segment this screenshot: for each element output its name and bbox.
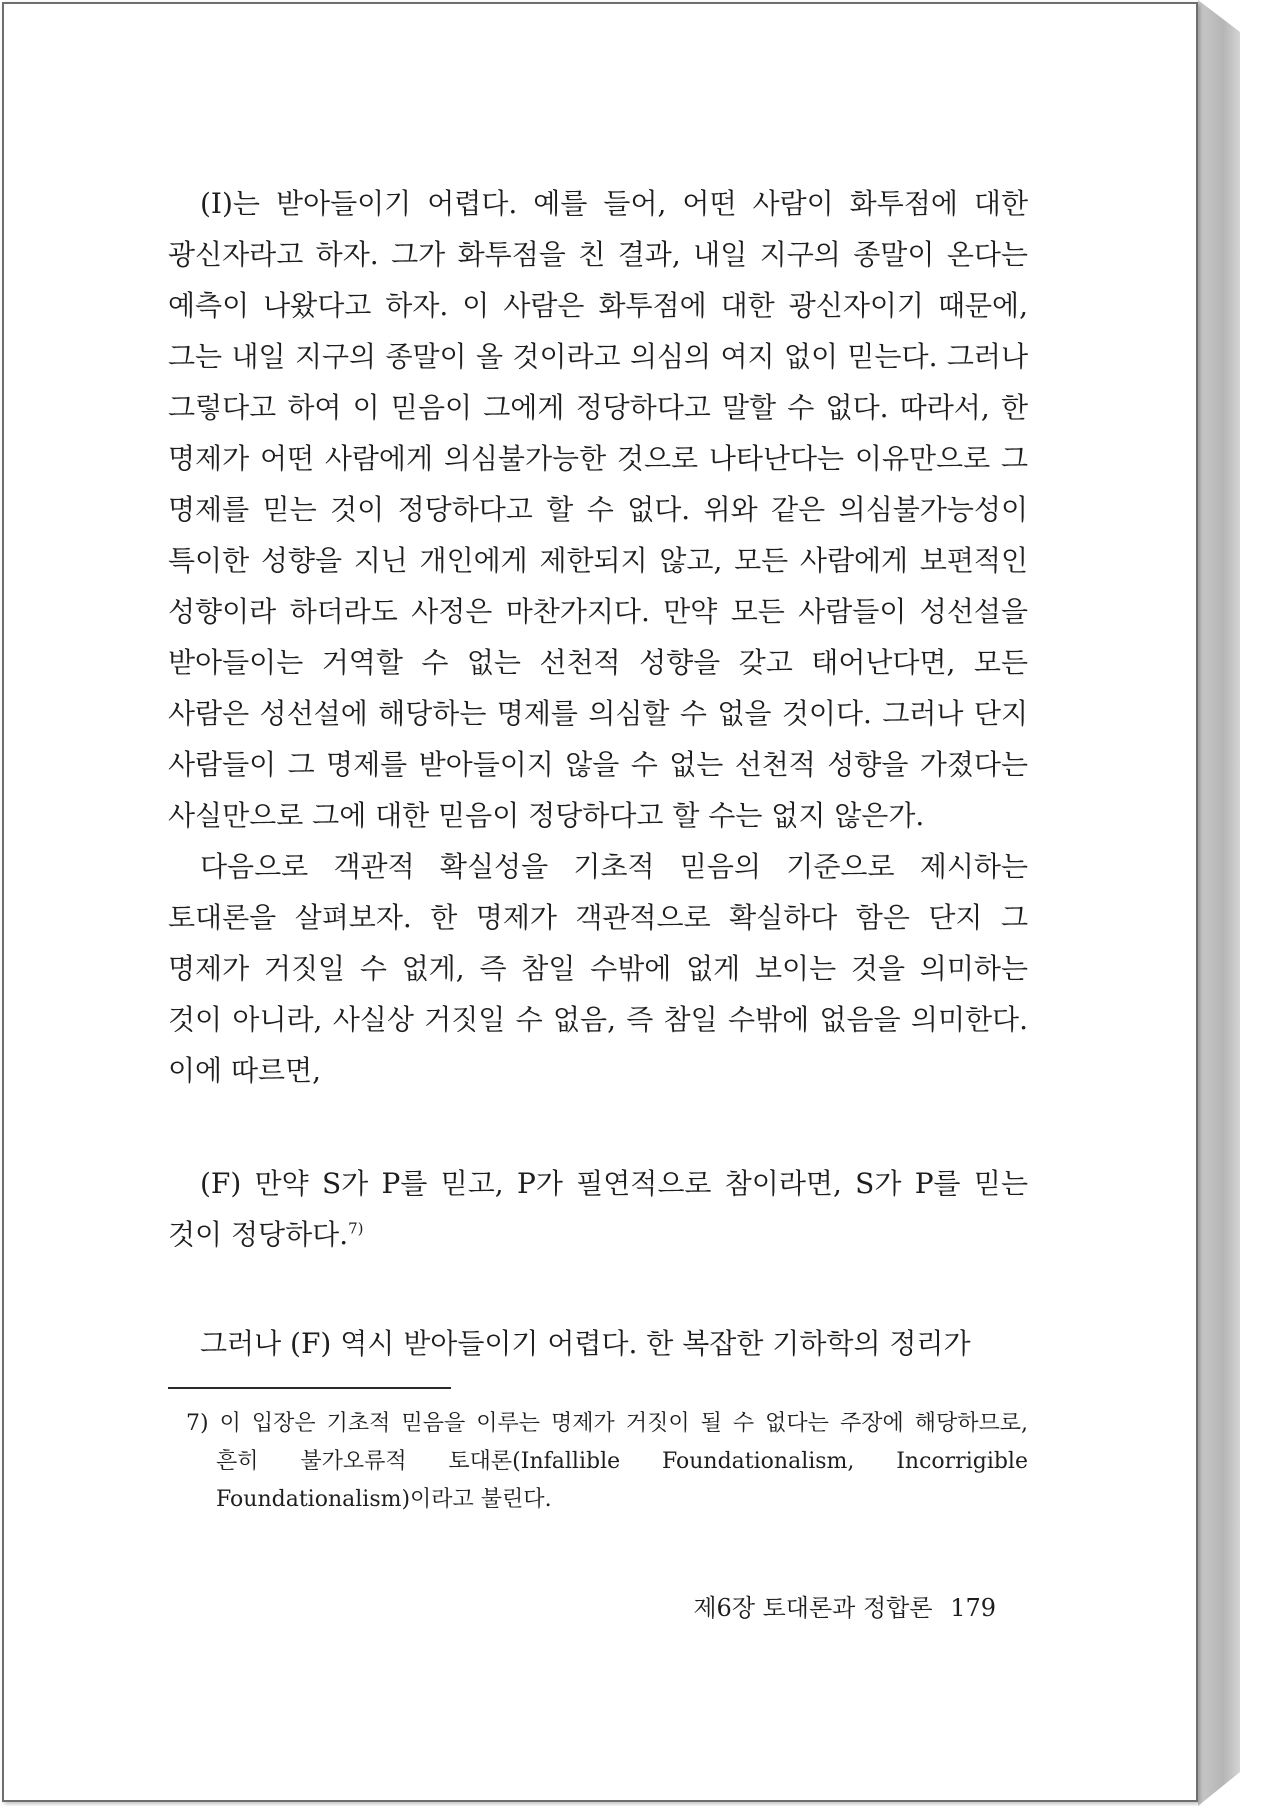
book-page-edge: [1198, 0, 1240, 1806]
body-paragraph-2: 다음으로 객관적 확실성을 기초적 믿음의 기준으로 제시하는 토대론을 살펴보자. 한 명제가 객관적으로 확실하다 함은 단지 그 명제가 거짓일 수 없게, 즉 참일 수밖에 없게 보이는 것을 의미하는 것이 아니라, 사실상 거짓일 수 없음, 즉 참일 수밖에 없음을 의미한다. 이에 따르면,: [168, 850, 1028, 1087]
page-content: [168, 178, 1028, 1519]
page-number: 179: [950, 1594, 996, 1622]
body-paragraph-3: 그러나 (F) 역시 받아들이기 어렵다. 한 복잡한 기하학의 정리가: [200, 1327, 971, 1360]
footnote-reference: 7): [348, 1219, 364, 1238]
formula-f: [168, 1158, 1028, 1260]
footnote-divider: [168, 1387, 451, 1389]
footnote-7: 7) 이 입장은 기초적 믿음을 이루는 명제가 거짓이 될 수 없다는 주장에 해당하므로, 흔히 불가오류적 토대론(Infallible Foundationalism, Incorrigible Foundationalism)이라고 불린다.: [186, 1411, 1028, 1512]
formula-f-text: (F) 만약 S가 P를 믿고, P가 필연적으로 참이라면, S가 P를 믿는 것이 정당하다.: [168, 1167, 1028, 1251]
body-paragraph-1: (I)는 받아들이기 어렵다. 예를 들어, 어떤 사람이 화투점에 대한 광신자라고 하자. 그가 화투점을 친 결과, 내일 지구의 종말이 온다는 예측이 나왔다고 하자. 이 사람은 화투점에 대한 광신자이기 때문에, 그는 내일 지구의 종말이 올 것이라고 의심의 여지 없이 믿는다. 그러나 그렇다고 하여 이 믿음이 그에게 정당하다고 말할 수 없다. 따라서, 한 명제가 어떤 사람에게 의심불가능한 것으로 나타난다는 이유만으로 그 명제를 믿는 것이 정당하다고 할 수 없다. 위와 같은 의심불가능성이 특이한 성향을 지닌 개인에게 제한되지 않고, 모든 사람에게 보편적인 성향이라 하더라도 사정은 마찬가지다. 만약 모든 사람들이 성선설을 받아들이는 거역할 수 없는 선천적 성향을 갖고 태어난다면, 모든 사람은 성선설에 해당하는 명제를 의심할 수 없을 것이다. 그러나 단지 사람들이 그 명제를 받아들이지 않을 수 없는 선천적 성향을 가졌다는 사실만으로 그에 대한 믿음이 정당하다고 할 수는 없지 않은가.: [168, 187, 1028, 832]
page-footer: [168, 1588, 996, 1623]
running-footer-chapter: 제6장 토대론과 정합론: [693, 1594, 933, 1622]
